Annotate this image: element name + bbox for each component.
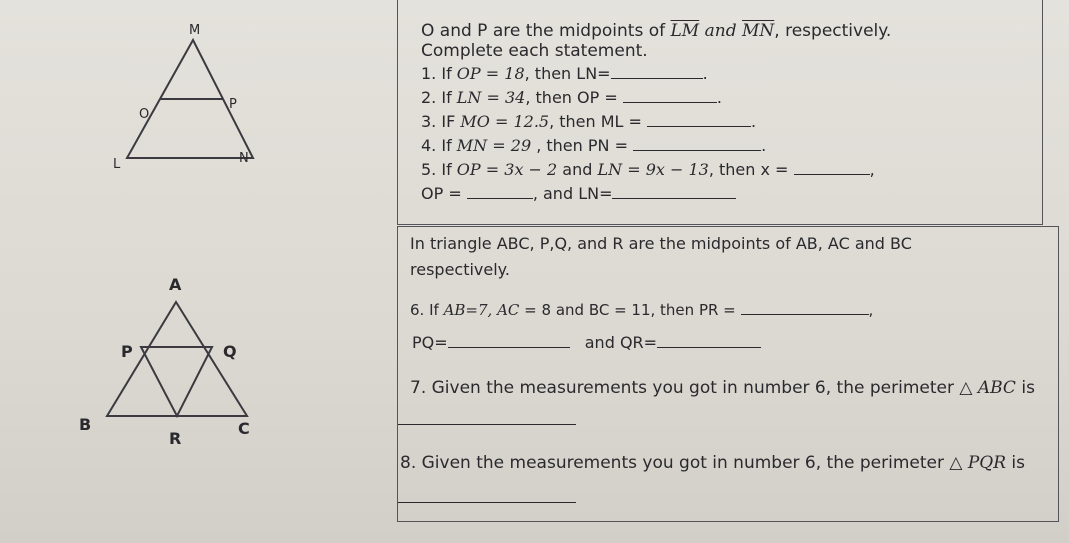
item-7 (410, 378, 1035, 398)
label-p: P (229, 97, 237, 112)
label-a: A (169, 275, 182, 294)
item-and: and (557, 160, 598, 179)
item-number: 6. (410, 301, 425, 319)
item-mid: , then OP = (525, 88, 618, 107)
item-end: . (716, 88, 722, 107)
triangle-abc-figure (75, 262, 275, 462)
item-8 (400, 453, 1025, 473)
item-2 (421, 86, 722, 108)
item-mid: , then PN = (531, 136, 628, 155)
item-pre: If (441, 136, 457, 155)
label-o: O (139, 107, 150, 122)
item-expression: AB=7, AC (443, 301, 520, 319)
label-l: L (113, 157, 121, 172)
ln-label: , and LN= (532, 184, 613, 203)
item-text: 8. Given the measurements you got in number 6, the perimeter △ (400, 453, 968, 473)
item-end: is (1006, 453, 1026, 473)
answer-blank[interactable] (467, 182, 533, 199)
item-6 (410, 298, 873, 320)
item-number: 1. (421, 64, 437, 83)
item-end: , (868, 301, 874, 319)
label-p2: P (121, 342, 133, 361)
item-mid: , then ML = (549, 112, 642, 131)
item-4 (421, 134, 766, 156)
item-end: . (761, 136, 767, 155)
item-pre: If (441, 88, 457, 107)
answer-blank[interactable] (623, 86, 717, 103)
item-number: 5. (421, 160, 437, 179)
item-number: 3. (421, 112, 437, 131)
answer-blank[interactable] (741, 298, 869, 315)
item-5 (421, 158, 875, 180)
item-expression: LN = 34 (456, 88, 526, 107)
label-m: M (189, 23, 201, 38)
section2-intro-2: respectively. (410, 260, 510, 279)
triangle-name: PQR (967, 453, 1007, 473)
item-end: , (869, 160, 875, 179)
item-mid: , then x = (708, 160, 789, 179)
segment-mn: $\overline{MN}$ (742, 21, 775, 41)
item-number: 4. (421, 136, 437, 155)
intro-and: and (699, 21, 742, 41)
item-expression: OP = 18 (456, 64, 525, 83)
item-1 (421, 62, 708, 84)
item-pre: IF (441, 112, 461, 131)
qr-label: and QR= (584, 333, 658, 352)
answer-blank[interactable] (647, 110, 751, 127)
answer-blank[interactable] (612, 182, 736, 199)
item-number: 2. (421, 88, 437, 107)
item-5-line2 (421, 182, 736, 204)
answer-line-7[interactable] (398, 408, 576, 425)
answer-blank[interactable] (448, 331, 570, 348)
item-expression: MO = 12.5 (460, 112, 550, 131)
answer-blank[interactable] (633, 134, 761, 151)
intro-text-a: O and P are the midpoints of (421, 21, 671, 41)
item-pre: If (441, 160, 457, 179)
section1-intro (421, 21, 891, 41)
item-expression-2: LN = 9x − 13 (597, 160, 709, 179)
item-text: 7. Given the measurements you got in number 6, the perimeter △ (410, 378, 978, 398)
item-3 (421, 110, 756, 132)
answer-line-8[interactable] (398, 486, 576, 503)
item-expression: OP = 3x − 2 (456, 160, 558, 179)
answer-blank[interactable] (794, 158, 870, 175)
intro-text-b: , respectively. (774, 21, 892, 41)
label-n: N (239, 151, 249, 166)
label-b: B (79, 415, 92, 434)
item-end: . (751, 112, 757, 131)
segment-lm: $\overline{LM}$ (670, 21, 700, 41)
item-6-line2 (412, 331, 761, 353)
item-pre: If (429, 301, 444, 319)
section2-intro-1: In triangle ABC, P,Q, and R are the midpoints of AB, AC and BC (410, 234, 912, 253)
label-c: C (238, 419, 250, 438)
triangle-lmn-figure (105, 18, 275, 178)
instruction: Complete each statement. (421, 41, 648, 61)
item-end: . (702, 64, 708, 83)
item-bc: and BC = 11, then PR = (551, 301, 736, 319)
item-mid: , then LN= (524, 64, 611, 83)
op-label: OP = (421, 184, 462, 203)
item-end: is (1015, 378, 1035, 398)
item-expression: MN = 29 (456, 136, 532, 155)
label-q: Q (223, 342, 237, 361)
item-eq8: = 8 (519, 301, 552, 319)
triangle-name: ABC (977, 378, 1016, 398)
answer-blank[interactable] (657, 331, 761, 348)
item-pre: If (441, 64, 457, 83)
pq-label: PQ= (412, 333, 448, 352)
answer-blank[interactable] (611, 62, 703, 79)
label-r: R (169, 429, 182, 448)
